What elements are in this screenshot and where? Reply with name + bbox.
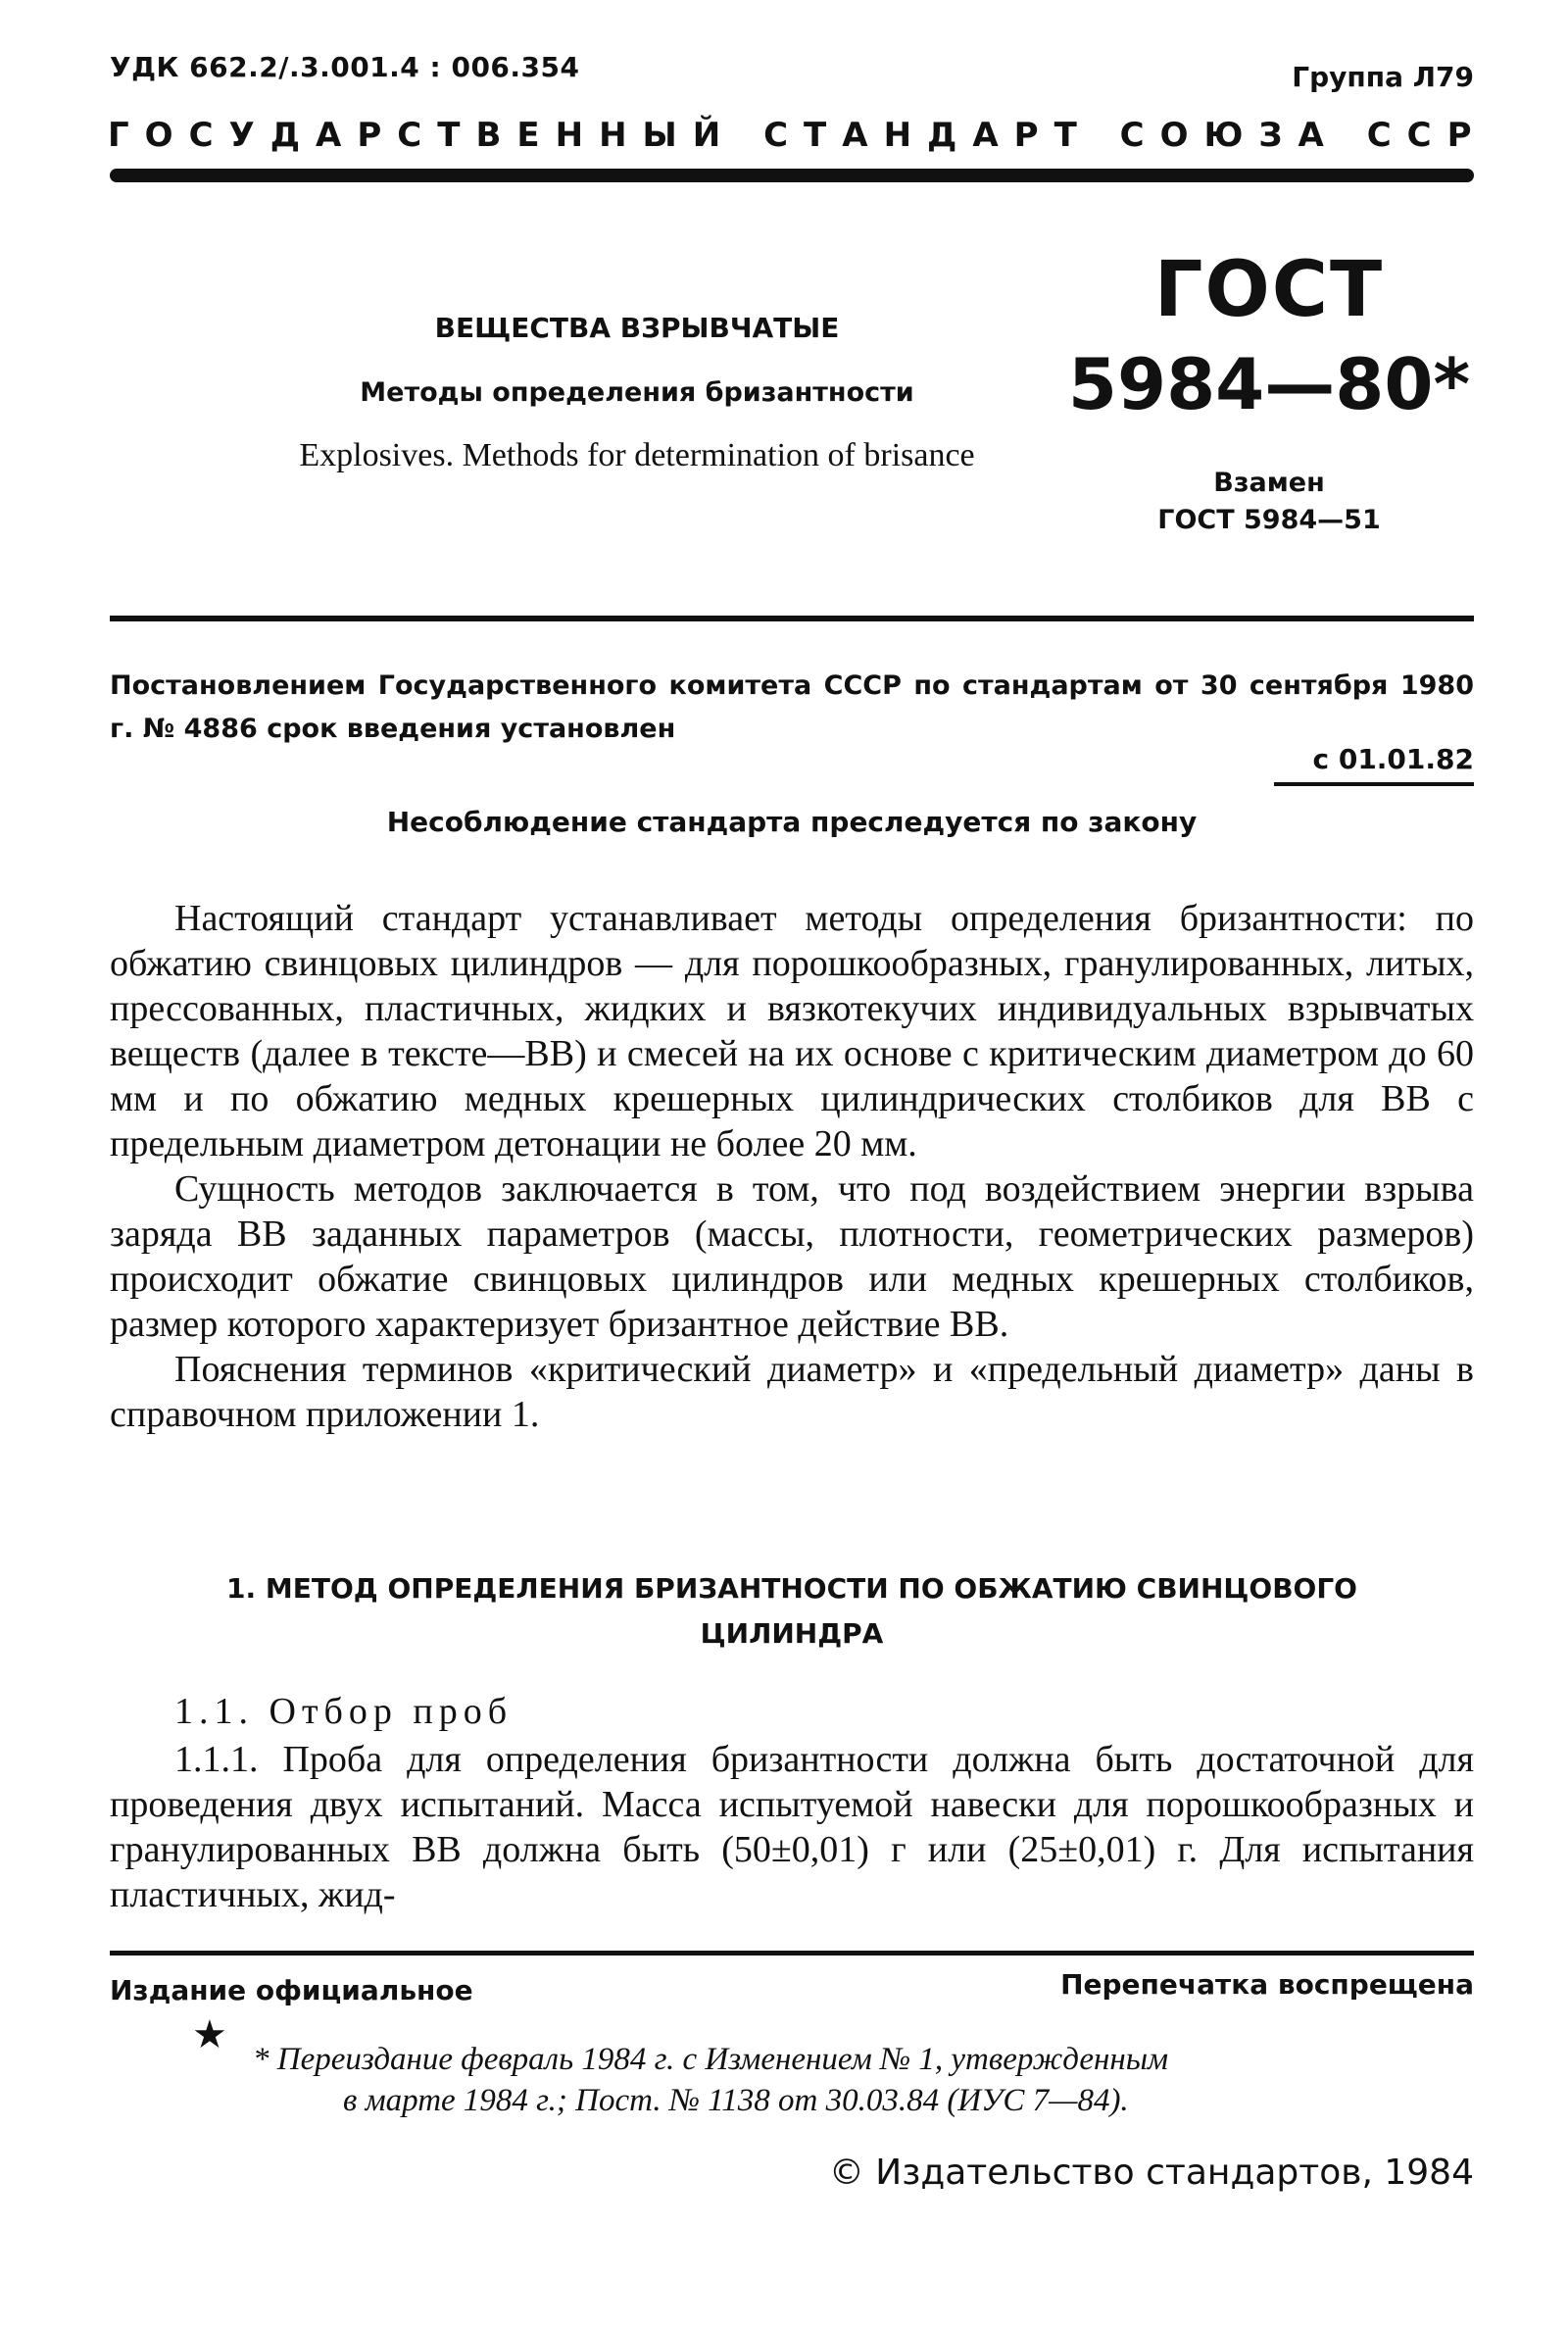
intro-text [110, 896, 1474, 1437]
reissue-line: в марте 1984 г.; Пост. № 1138 от 30.03.84 (ИУС 7—84). [343, 2083, 1129, 2118]
reissue-note [253, 2039, 1380, 2121]
banner-letter: Й [692, 116, 721, 155]
group-code: Группа Л79 [1292, 61, 1474, 93]
banner-letter: У [228, 116, 255, 155]
gost-number: 5984—80* [1067, 343, 1471, 425]
banner-letter: А [842, 116, 868, 155]
banner-letter: Д [270, 116, 301, 155]
banner-letter: Н [599, 116, 627, 155]
copyright-note: © Издательство стандартов, 1984 [828, 2153, 1474, 2193]
banner-letter: А [972, 116, 999, 155]
decree-text: Постановлением Государственного комитета СССР по стандартам от 30 сентября 1980 г. № 4886 срок введения установлен [110, 670, 1474, 744]
section-heading [110, 1566, 1474, 1657]
banner-letter: Д [927, 116, 957, 155]
paragraph: 1.1.1. Проба для определения бризантности должна быть достаточной для проведения двух испытаний. Масса испытуемой навески для порошкообразных и гранулированных ВВ должна быть (50±0,01) г или (25±0,01) г. Для испытания пластичных, жид- [110, 1739, 1474, 1915]
edition-note: Издание официальное [110, 1974, 473, 2006]
banner-letter: С [1119, 116, 1145, 155]
banner-letter: Н [555, 116, 584, 155]
banner-letter: Ы [642, 116, 677, 155]
header-rule [110, 169, 1474, 182]
replaces-label: Взамен [1213, 468, 1325, 498]
banner-letter: С [397, 116, 422, 155]
banner-letter: Н [883, 116, 912, 155]
liability-note: Несоблюдение стандарта преследуется по закону [386, 806, 1198, 838]
document-title: ВЕЩЕСТВА ВЗРЫВЧАТЫЕ [434, 312, 840, 344]
banner-letter: Р [1446, 116, 1472, 155]
banner-letter: Е [516, 116, 540, 155]
banner-letter: Р [1013, 116, 1039, 155]
banner-letter: О [144, 116, 173, 155]
section-heading-line: ЦИЛИНДРА [700, 1617, 884, 1650]
gost-label: ГОСТ [1153, 246, 1385, 334]
banner-letter [1340, 116, 1351, 155]
banner-letter: С [763, 116, 789, 155]
section-heading-line: 1. МЕТОД ОПРЕДЕЛЕНИЯ БРИЗАНТНОСТИ ПО ОБЖАТИЮ СВИНЦОВОГО [226, 1572, 1357, 1605]
banner-letter: Р [357, 116, 382, 155]
paragraph: Сущность методов заключается в том, что под воздействием энергии взрыва заряда ВВ заданных параметров (массы, плотности, геометрических размеров) происходит обжатие свинцовых цилиндров или медных крешерных столбиков, размер которого характеризует бризантное действие ВВ. [110, 1168, 1474, 1345]
sample-text [110, 1737, 1474, 1917]
banner-letter: З [1258, 116, 1283, 155]
banner-letter [736, 116, 748, 155]
replaces-number: ГОСТ 5984—51 [1157, 505, 1381, 535]
udk-code: УДК 662.2/.3.001.4 : 006.354 [110, 51, 580, 83]
effective-date-underline [1274, 782, 1474, 786]
title-block [294, 312, 980, 474]
effective-date: с 01.01.82 [1312, 743, 1474, 775]
banner-letter: Т [804, 116, 827, 155]
banner-letter [1093, 116, 1104, 155]
reissue-line: * Переиздание февраль 1984 г. с Изменением № 1, утвержденным [253, 2042, 1169, 2077]
footer-rule [110, 1951, 1474, 1956]
paragraph: Настоящий стандарт устанавливает методы определения бризантности: по обжатию свинцовых цилиндров — для порошкообразных, гранулированных, литых, прессованных, пластичных, жидких и вязкотекучих индивидуальных взрывчатых веществ (далее в тексте—ВВ) и смесей на их основе с критическим диаметром до 60 мм и по обжатию медных крешерных цилиндрических столбиков для ВВ с предельным диаметром детонации не более 20 мм. [110, 898, 1474, 1164]
subsection-heading: 1.1. Отбор проб [174, 1691, 514, 1732]
banner-letter: Т [437, 116, 461, 155]
replaces-note [1058, 465, 1480, 539]
paragraph: Пояснения терминов «критический диаметр» и «предельный диаметр» даны в справочном приложении 1. [110, 1349, 1474, 1435]
banner-letter: С [1406, 116, 1432, 155]
banner-letter: О [1159, 116, 1189, 155]
reprint-note: Перепечатка воспрещена [1060, 1968, 1474, 2001]
banner-letter: А [316, 116, 342, 155]
state-standard-banner [108, 116, 1472, 155]
banner-letter: В [475, 116, 502, 155]
banner-letter: С [1366, 116, 1392, 155]
document-subtitle: Методы определения бризантности [360, 377, 914, 408]
banner-letter: Т [1054, 116, 1077, 155]
section-divider [110, 616, 1474, 621]
banner-letter: Г [108, 116, 129, 155]
english-title: Explosives. Methods for determination of brisance [299, 437, 975, 473]
banner-letter: А [1298, 116, 1324, 155]
gost-block [1058, 243, 1480, 539]
banner-letter: Ю [1203, 116, 1244, 155]
banner-letter: С [188, 116, 214, 155]
star-icon: ★ [192, 2012, 227, 2056]
